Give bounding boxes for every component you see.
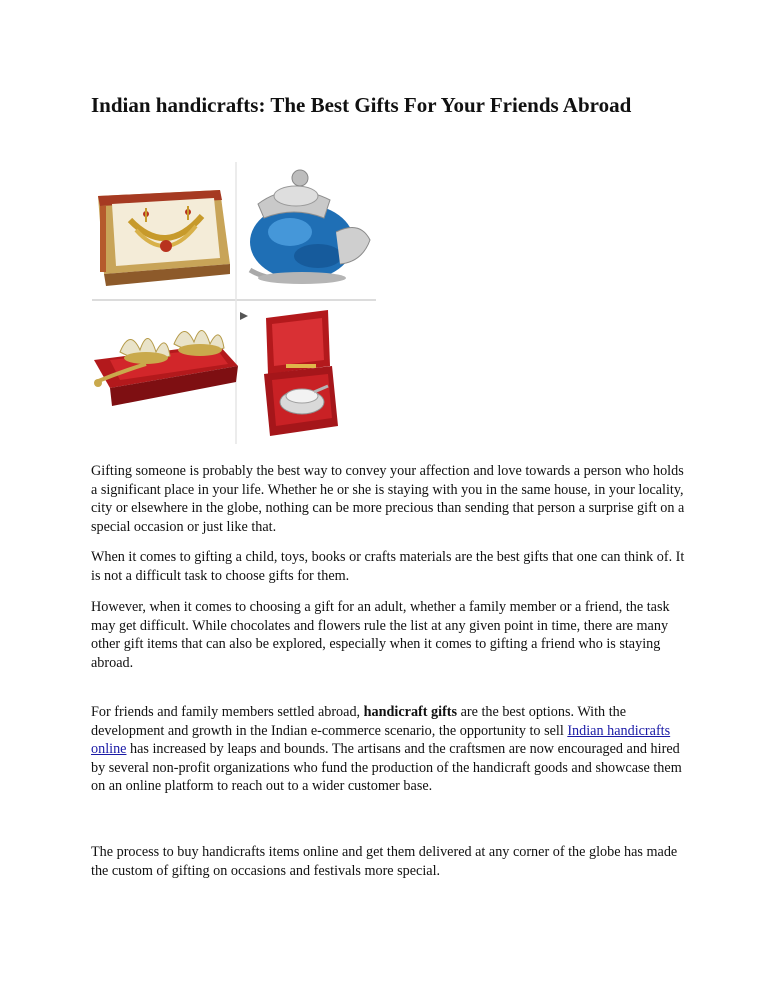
- paragraph-4-intro: For friends and family members settled abroad,: [91, 704, 364, 720]
- red-gift-box-image: [264, 310, 338, 436]
- collage-arrow-mark: [240, 312, 248, 320]
- gift-image-collage: [90, 160, 380, 445]
- collage-graphic: [90, 160, 380, 445]
- paragraph-4: [91, 703, 686, 796]
- handicraft-gifts-bold: handicraft gifts: [363, 704, 458, 720]
- paragraph-4-middle: are the best options. With the development and growth in the Indian e-commerce scenario, the opportunity to sell: [91, 704, 627, 739]
- indian-handicrafts-online-link[interactable]: Indian handicrafts online: [91, 722, 671, 757]
- article-title: Indian handicrafts: The Best Gifts For Your Friends Abroad: [91, 93, 632, 117]
- jewelry-box-image: [98, 190, 230, 286]
- paragraph-3: However, when it comes to choosing a gift for an adult, whether a family member or a friend, the task may get difficult. While chocolates and flowers rule the list at any given point in time, there are many other gift items that can also be explored, especially when it comes to gifting a friend who is staying abroad.: [91, 599, 670, 671]
- blue-silver-bowl-image: [250, 170, 370, 284]
- lotus-bowl-set-image: [94, 330, 238, 406]
- paragraph-1: Gifting someone is probably the best way to convey your affection and love towards a person who holds a significant place in your life. Whether he or she is staying with you in the same house, in your locality, city or elsewhere in the globe, nothing can be more precious than sending that person a surprise gift on a special occasion or just like that.: [91, 463, 685, 535]
- paragraph-2: When it comes to gifting a child, toys, books or crafts materials are the best gifts that one can think of. It is not a difficult task to choose gifts for them.: [91, 549, 685, 584]
- paragraph-4-end: has increased by leaps and bounds. The artisans and the craftsmen are now encouraged and hired by several non-profit organizations who fund the production of the handicraft goods and showcase them on an online platform to reach out to a wider customer base.: [91, 741, 682, 794]
- paragraph-5: The process to buy handicrafts items online and get them delivered at any corner of the globe has made the custom of gifting on occasions and festivals more special.: [91, 844, 678, 879]
